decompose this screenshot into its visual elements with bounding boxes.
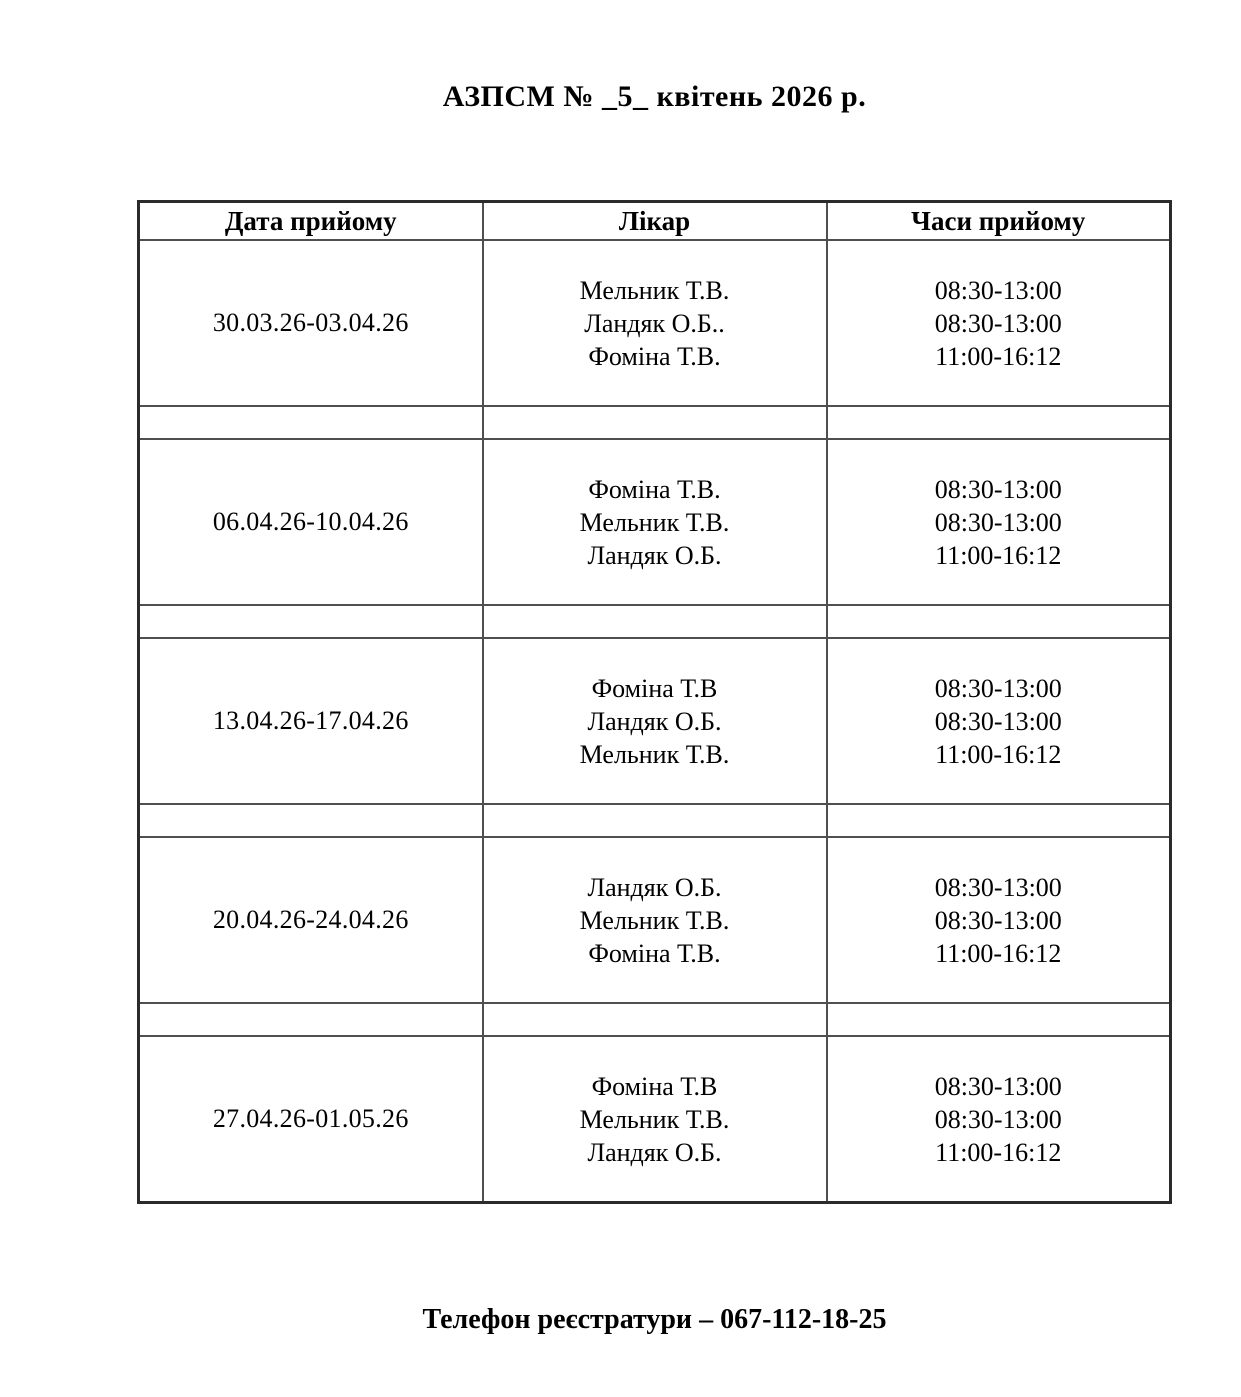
doctor-name: Мельник Т.В. — [579, 275, 730, 305]
column-header-date: Дата прийому — [139, 202, 483, 241]
date-range: 27.04.26-01.05.26 — [139, 1036, 483, 1203]
times-list — [827, 837, 1171, 1003]
doctor-name: Фоміна Т.В. — [588, 474, 721, 504]
date-range: 06.04.26-10.04.26 — [139, 439, 483, 605]
spacer-cell — [139, 804, 483, 837]
time-range: 08:30-13:00 — [934, 474, 1062, 504]
doctor-name: Фоміна Т.В — [591, 673, 718, 703]
schedule-table — [137, 200, 1172, 1204]
page-title: АЗПСМ № _5_ квітень 2026 р. — [442, 80, 867, 113]
doctors-list — [483, 439, 827, 605]
time-range: 08:30-13:00 — [934, 308, 1062, 338]
doctors-list — [483, 837, 827, 1003]
doctor-name: Фоміна Т.В. — [588, 341, 721, 371]
doctor-name: Ландяк О.Б. — [587, 706, 722, 736]
column-header-times: Часи прийому — [827, 202, 1171, 241]
spacer-cell — [139, 605, 483, 638]
time-range: 11:00-16:12 — [935, 1137, 1062, 1167]
time-range: 08:30-13:00 — [934, 706, 1062, 736]
spacer-cell — [483, 406, 827, 439]
doctor-name: Ландяк О.Б. — [587, 540, 722, 570]
time-range: 08:30-13:00 — [934, 275, 1062, 305]
time-range: 08:30-13:00 — [934, 905, 1062, 935]
time-range: 08:30-13:00 — [934, 1071, 1062, 1101]
doctor-name: Фоміна Т.В. — [588, 938, 721, 968]
time-range: 08:30-13:00 — [934, 673, 1062, 703]
date-range: 20.04.26-24.04.26 — [139, 837, 483, 1003]
times-list — [827, 638, 1171, 804]
spacer-row — [139, 1003, 1171, 1036]
column-header-doctor: Лікар — [483, 202, 827, 241]
spacer-row — [139, 804, 1171, 837]
table-row-week-5 — [139, 1036, 1171, 1203]
spacer-cell — [483, 804, 827, 837]
spacer-row — [139, 406, 1171, 439]
spacer-cell — [139, 406, 483, 439]
time-range: 11:00-16:12 — [935, 938, 1062, 968]
time-range: 08:30-13:00 — [934, 872, 1062, 902]
table-row-week-3 — [139, 638, 1171, 804]
doctor-name: Ландяк О.Б. — [587, 1137, 722, 1167]
doctor-name: Мельник Т.В. — [579, 739, 730, 769]
spacer-cell — [827, 804, 1171, 837]
table-header-row — [139, 202, 1171, 241]
table-row-week-1 — [139, 240, 1171, 406]
doctor-name: Ландяк О.Б.. — [584, 308, 725, 338]
time-range: 11:00-16:12 — [935, 739, 1062, 769]
times-list — [827, 439, 1171, 605]
registry-phone: Телефон реєстратури – 067-112-18-25 — [422, 1304, 887, 1335]
time-range: 11:00-16:12 — [935, 341, 1062, 371]
spacer-cell — [827, 1003, 1171, 1036]
time-range: 08:30-13:00 — [934, 507, 1062, 537]
doctor-name: Мельник Т.В. — [579, 905, 730, 935]
doctors-list — [483, 240, 827, 406]
doctor-name: Ландяк О.Б. — [587, 872, 722, 902]
times-list — [827, 240, 1171, 406]
spacer-cell — [483, 1003, 827, 1036]
doctors-list — [483, 638, 827, 804]
doctors-list — [483, 1036, 827, 1203]
doctor-name: Фоміна Т.В — [591, 1071, 718, 1101]
spacer-cell — [483, 605, 827, 638]
spacer-cell — [827, 605, 1171, 638]
doctor-name: Мельник Т.В. — [579, 1104, 730, 1134]
time-range: 08:30-13:00 — [934, 1104, 1062, 1134]
spacer-cell — [827, 406, 1171, 439]
table-row-week-4 — [139, 837, 1171, 1003]
spacer-cell — [139, 1003, 483, 1036]
doctor-name: Мельник Т.В. — [579, 507, 730, 537]
table-row-week-2 — [139, 439, 1171, 605]
spacer-row — [139, 605, 1171, 638]
date-range: 30.03.26-03.04.26 — [139, 240, 483, 406]
date-range: 13.04.26-17.04.26 — [139, 638, 483, 804]
time-range: 11:00-16:12 — [935, 540, 1062, 570]
times-list — [827, 1036, 1171, 1203]
